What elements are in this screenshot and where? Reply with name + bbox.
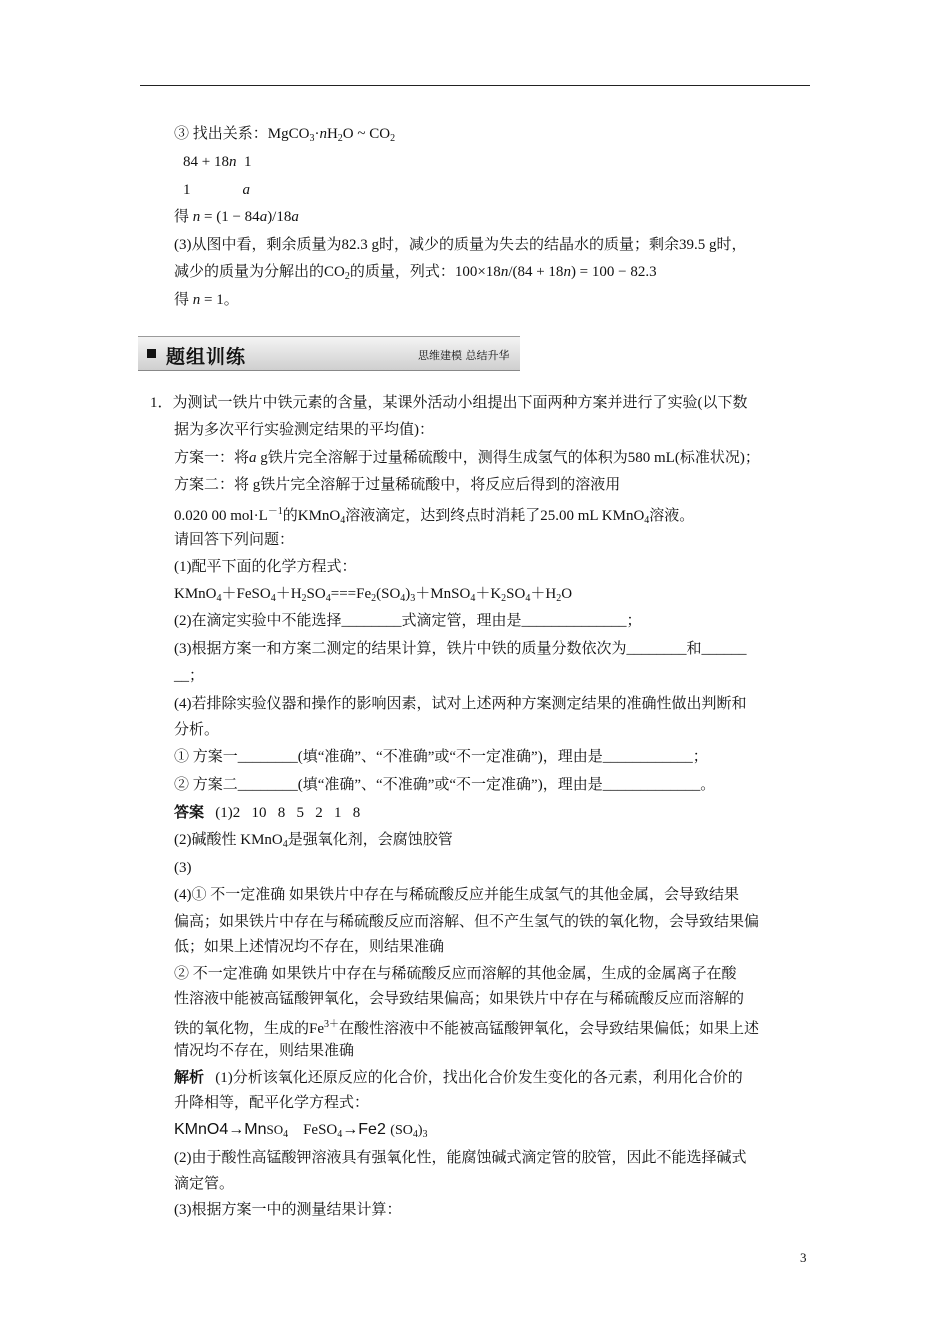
answer-line-7: ② 不一定准确 如果铁片中存在与稀硫酸反应而溶解的其他金属，生成的金属离子在酸	[174, 966, 737, 982]
analysis-line-6: (3)根据方案一中的测量结果计算：	[174, 1202, 402, 1218]
q1-part3-cont: __；	[174, 668, 205, 684]
answer-line-9: 铁的氧化物，生成的$Fe^{3+}$在酸性溶液中不能被高锰酸钾氧化，会导致结果偏低；如果上述	[174, 1019, 760, 1037]
q1-plan-2: 方案二：将 g铁片完全溶解于过量稀硫酸中，将反应后得到的溶液用	[174, 477, 621, 493]
q1-part4-plan1: ① 方案一________(填“准确”、“不准确”或“不一定准确”)，理由是____________；	[174, 749, 708, 765]
banner-underline	[138, 370, 520, 371]
answer-line-8: 性溶液中能被高锰酸钾氧化，会导致结果偏高；如果铁片中存在与稀硫酸反应而溶解的	[174, 991, 745, 1007]
analysis-line-1: 解析 (1)分析该氧化还原反应的化合价，找出化合价发生变化的各元素，利用化合价的	[174, 1070, 743, 1086]
answer-line-4: (4)① 不一定准确 如果铁片中存在与稀硫酸反应并能生成氢气的其他金属，会导致结果	[174, 887, 739, 903]
section-title: 题组训练	[166, 346, 247, 368]
analysis-reaction: KMnO4→MnSO$_4$ FeSO$_4$→Fe2 $(SO_4)_3$	[174, 1121, 428, 1140]
analysis-line-5: 滴定管。	[174, 1176, 235, 1192]
q1-prompt: 请回答下列问题：	[174, 532, 295, 548]
part3-line-1: (3)从图中看，剩余质量为82.3 g时，减少的质量为失去的结晶水的质量；剩余39.5 g时，	[174, 237, 747, 253]
analysis-line-4: (2)由于酸性高锰酸钾溶液具有强氧化性，能腐蚀碱式滴定管的胶管，因此不能选择碱式	[174, 1150, 747, 1166]
part3-line-2: 减少的质量为分解出的$CO_2$的质量，列式：100×18n/(84 + 18n) = 100 − 82.3	[174, 264, 657, 282]
answer-line-1: 答案 (1)2 10 8 5 2 1 8	[174, 805, 361, 821]
q1-plan-2-cont: 0.020 00 $mol\cdot L^{-1}$的KMnO$_4$溶液滴定，达到终点时消耗了25.00 mL KMnO$_4$溶液。	[174, 506, 695, 526]
relation-row-2: 1 a	[183, 182, 250, 198]
answer-line-2: (2)碱酸性 KMnO$_4$是强氧化剂，会腐蚀胶管	[174, 832, 453, 850]
q1-part4: (4)若排除实验仪器和操作的影响因素，试对上述两种方案测定结果的准确性做出判断和	[174, 696, 747, 712]
q1-part3: (3)根据方案一和方案二测定的结果计算，铁片中铁的质量分数依次为________和______	[174, 641, 747, 657]
relation-line: ③ 找出关系：$MgCO_3\cdot nH_2O$ ~ $CO_2$	[174, 126, 396, 144]
answer-line-3: (3)	[174, 860, 192, 876]
header-rule	[140, 85, 810, 86]
answer-label: 答案	[174, 805, 205, 821]
q1-line-1: 1．为测试一铁片中铁元素的含量，某课外活动小组提出下面两种方案并进行了实验(以下数	[150, 395, 748, 411]
square-bullet-icon	[147, 349, 156, 358]
analysis-label: 解析	[174, 1070, 205, 1086]
part3-line-3: 得 n = 1。	[174, 292, 239, 308]
relation-row-1: 84 + 18n 1	[183, 154, 252, 170]
q1-part2: (2)在滴定实验中不能选择________式滴定管，理由是______________；	[174, 613, 642, 629]
q1-plan-1: 方案一：将a g铁片完全溶解于过量稀硫酸中，测得生成氢气的体积为580 mL(标准状况)；	[174, 450, 760, 466]
q1-line-2: 据为多次平行实验测定结果的平均值)：	[174, 422, 434, 438]
analysis-line-2: 升降相等，配平化学方程式：	[174, 1095, 370, 1111]
q1-part1: (1)配平下面的化学方程式：	[174, 559, 357, 575]
answer-line-10: 情况均不存在，则结果准确	[174, 1043, 355, 1059]
result-formula: 得 n = (1 − 84a)/18a	[174, 209, 299, 225]
section-banner	[138, 336, 520, 371]
page-number: 3	[800, 1250, 807, 1265]
q1-part4-cont: 分析。	[174, 722, 220, 738]
q1-part4-plan2: ② 方案二________(填“准确”、“不准确”或“不一定准确”)，理由是_____________。	[174, 777, 716, 793]
answer-line-5: 偏高；如果铁片中存在与稀硫酸反应而溶解、但不产生氢气的铁的氧化物，会导致结果偏	[174, 914, 760, 930]
section-subtitle: 思维建模 总结升华	[418, 349, 510, 362]
answer-line-6: 低；如果上述情况均不存在，则结果准确	[174, 939, 445, 955]
q1-equation: $KMnO_4+FeSO_4+H_2SO_4===Fe_2(SO_4)_3+MnSO_4+K_2SO_4+H_2O$	[174, 586, 573, 604]
